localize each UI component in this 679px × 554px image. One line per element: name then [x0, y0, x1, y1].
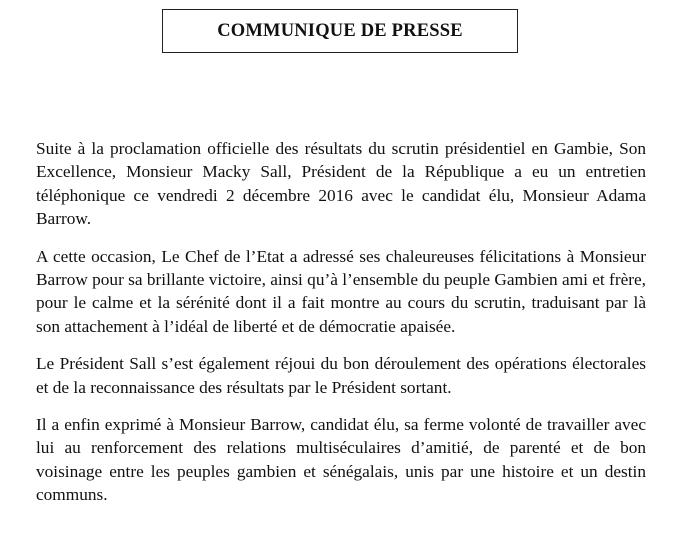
title-box	[162, 9, 518, 53]
paragraph-2: A cette occasion, Le Chef de l’Etat a adressé ses chaleureuses félicitations à Monsieur Barrow pour sa brillante victoire, ainsi qu’à l’ensemble du peuple Gambien ami et frère, pour le calme et la sérénité dont il a fait montre au cours du scrutin, traduisant par là son attachement à l’idéal de liberté et de démocratie apaisée.	[36, 246, 646, 336]
paragraph-4: Il a enfin exprimé à Monsieur Barrow, candidat élu, sa ferme volonté de travailler avec lui au renforcement des relations multiséculaires d’amitié, de parenté et de bon voisinage entre les peuples gambien et sénégalais, unis par une histoire et un destin communs.	[36, 415, 646, 505]
paragraph-1: Suite à la proclamation officielle des résultats du scrutin présidentiel en Gambie, Son Excellence, Monsieur Macky Sall, Président de la République a eu un entretien téléphonique ce vendredi 2 décembre 2016 avec le candidat élu, Monsieur Adama Barrow.	[36, 139, 646, 229]
paragraph-3: Le Président Sall s’est également réjoui du bon déroulement des opérations électorales et de la reconnaissance des résultats par le Président sortant.	[36, 354, 646, 397]
document-body	[36, 137, 646, 521]
document-title: COMMUNIQUE DE PRESSE	[217, 20, 463, 41]
